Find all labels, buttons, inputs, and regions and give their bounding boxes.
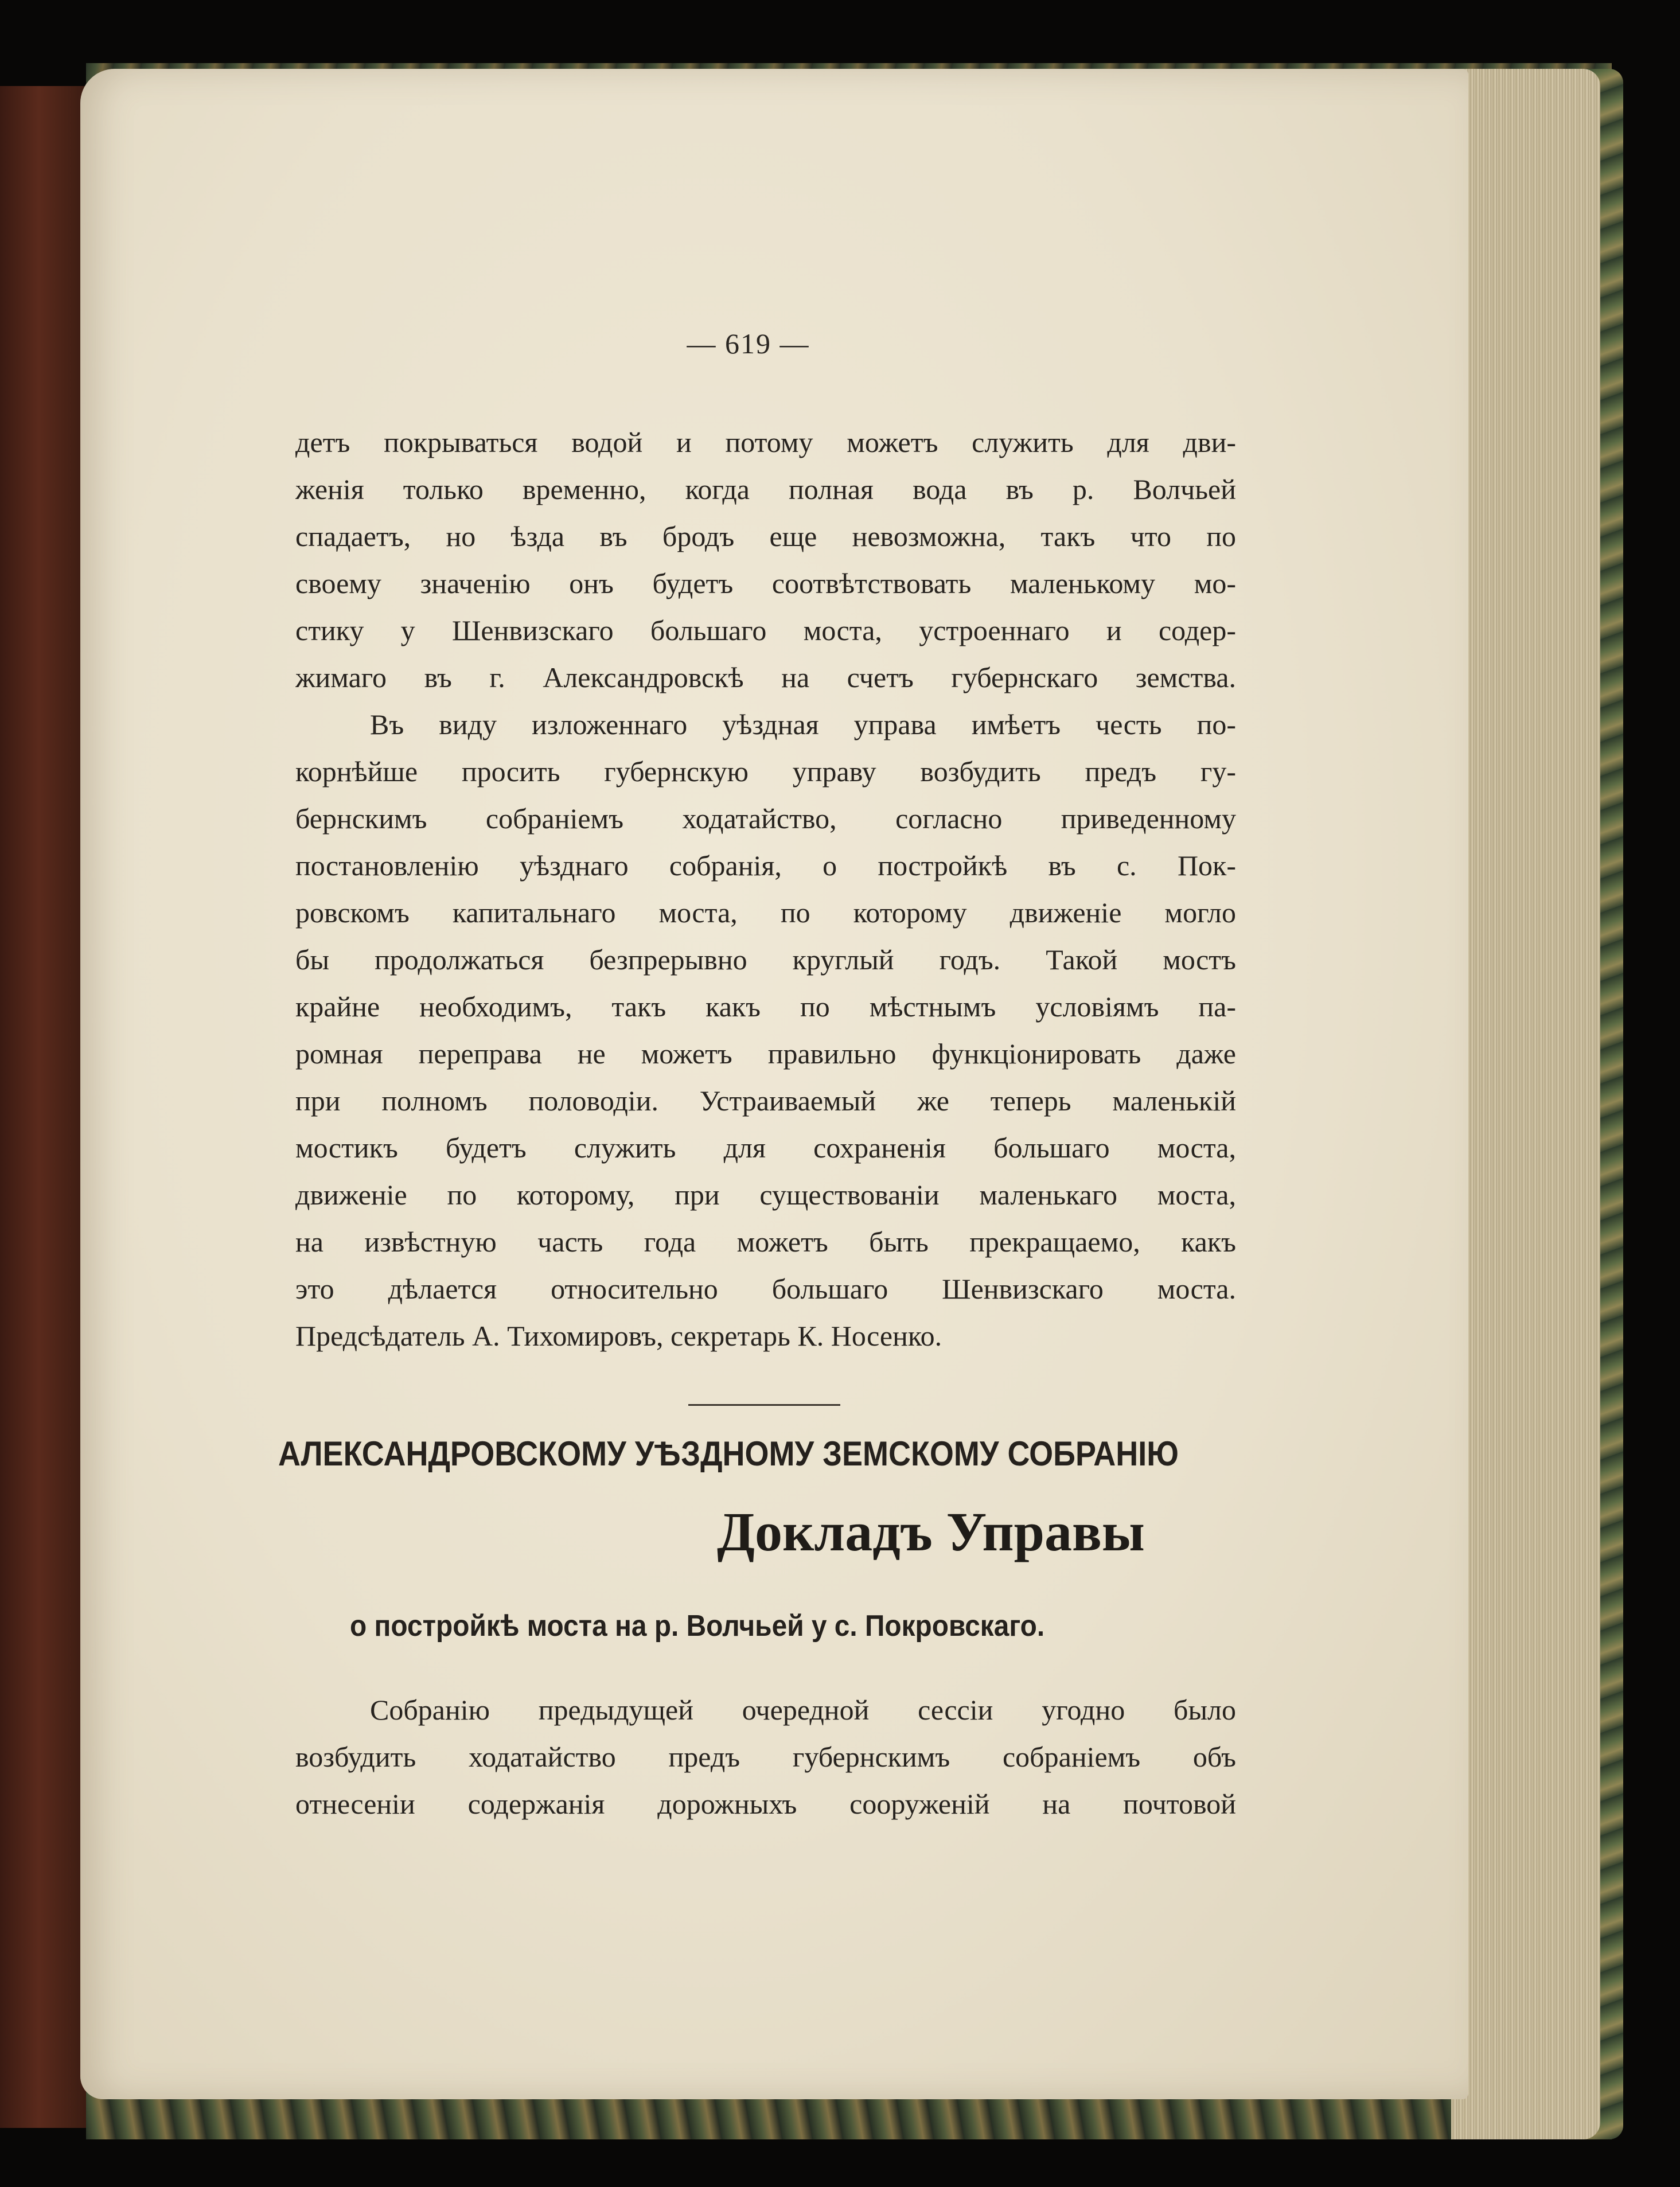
section-divider — [688, 1404, 840, 1406]
book-page — [80, 69, 1468, 2099]
text-line: бернскимъ собраніемъ ходатайство, согласно приведенному — [295, 802, 1236, 835]
section-addressee: АЛЕКСАНДРОВСКОМУ УѢЗДНОМУ ЗЕМСКОМУ СОБРАНІЮ — [278, 1434, 1179, 1473]
text-line: ромная переправа не можетъ правильно функціонировать даже — [295, 1038, 1236, 1070]
text-line: детъ покрываться водой и потому можетъ служить для дви- — [295, 426, 1236, 458]
text-line: ровскомъ капитальнаго моста, по которому движеніе могло — [295, 896, 1236, 929]
text-line: женія только временно, когда полная вода въ р. Волчьей — [295, 473, 1236, 505]
section-title: Докладъ Управы — [717, 1501, 1145, 1562]
page-stack-edges — [1451, 69, 1600, 2139]
text-line: это дѣлается относительно большаго Шенвизскаго моста. — [295, 1273, 1236, 1305]
signature-line: Предсѣдатель А. Тихомировъ, секретарь К. Носенко. — [295, 1320, 942, 1352]
section-subtitle: о постройкѣ моста на р. Волчьей у с. Покровскаго. — [350, 1609, 1045, 1643]
text-line: движеніе по которому, при существованіи маленькаго моста, — [295, 1179, 1236, 1211]
text-line: своему значенію онъ будетъ соотвѣтствовать маленькому мо- — [295, 567, 1236, 599]
book-cover-left — [0, 86, 86, 2128]
text-line: стику у Шенвизскаго большаго моста, устроеннаго и содер- — [295, 614, 1236, 646]
text-line: крайне необходимъ, такъ какъ по мѣстнымъ условіямъ па- — [295, 991, 1236, 1023]
text-line: мостикъ будетъ служить для сохраненія большаго моста, — [295, 1132, 1236, 1164]
text-line: на извѣстную часть года можетъ быть прекращаемо, какъ — [295, 1226, 1236, 1258]
body-text-bottom — [295, 1686, 1236, 1827]
text-line: корнѣйше просить губернскую управу возбудить предъ гу- — [295, 755, 1236, 788]
text-line: Въ виду изложеннаго уѣздная управа имѣетъ честь по- — [370, 708, 1236, 740]
text-line: возбудить ходатайство предъ губернскимъ собраніемъ объ — [295, 1741, 1236, 1773]
text-line: при полномъ половодіи. Устраиваемый же теперь маленькій — [295, 1085, 1236, 1117]
text-line: спадаетъ, но ѣзда въ бродъ еще невозможна, такъ что по — [295, 520, 1236, 552]
page-number: — 619 — — [687, 328, 810, 360]
body-text-top — [295, 419, 1236, 1359]
text-line: постановленію уѣзднаго собранія, о постройкѣ въ с. Пок- — [295, 849, 1236, 882]
text-line: отнесеніи содержанія дорожныхъ сооруженій на почтовой — [295, 1788, 1236, 1820]
text-line: Собранію предыдущей очередной сессіи угодно было — [370, 1694, 1236, 1726]
text-line: бы продолжаться безпрерывно круглый годъ. Такой мостъ — [295, 944, 1236, 976]
text-line: жимаго въ г. Александровскѣ на счетъ губернскаго земства. — [295, 661, 1236, 693]
